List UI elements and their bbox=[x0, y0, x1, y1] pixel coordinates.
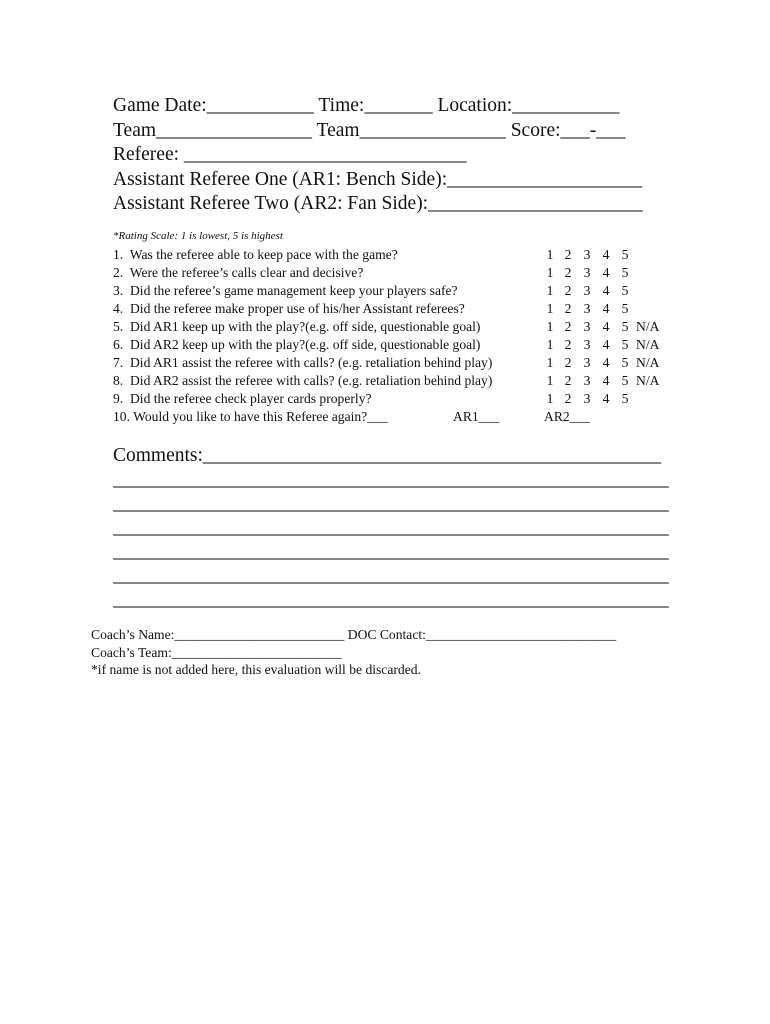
rating-option-2[interactable]: 2 bbox=[564, 301, 572, 316]
rating-option-3[interactable]: 3 bbox=[583, 373, 591, 388]
rating-option-4[interactable]: 4 bbox=[602, 319, 610, 334]
comment-line[interactable]: _________________________________________________________ bbox=[113, 589, 669, 610]
rating-option-4[interactable]: 4 bbox=[602, 355, 610, 370]
teams-score-line[interactable]: Team________________ Team_______________ Score:___-___ bbox=[113, 119, 626, 141]
ar2-again-field[interactable]: AR2___ bbox=[544, 409, 591, 424]
comment-line[interactable]: _________________________________________________________ bbox=[113, 517, 669, 538]
rating-option-2[interactable]: 2 bbox=[564, 319, 572, 334]
game-info-header bbox=[113, 94, 713, 217]
rating-option-5[interactable]: 5 bbox=[621, 301, 629, 316]
rating-option-na[interactable]: N/A bbox=[636, 373, 660, 388]
question-text: 8. Did AR2 assist the referee with calls? (e.g. retaliation behind play) bbox=[113, 373, 493, 388]
coach-name-doc-contact-line[interactable]: Coach’s Name:_________________________ DOC Contact:____________________________ bbox=[91, 627, 617, 642]
rating-option-1[interactable]: 1 bbox=[546, 319, 554, 334]
rating-option-5[interactable]: 5 bbox=[621, 355, 629, 370]
question-text: 6. Did AR2 keep up with the play?(e.g. off side, questionable goal) bbox=[113, 337, 481, 352]
question-text[interactable]: 10. Would you like to have this Referee again?___ bbox=[113, 409, 388, 424]
question-row bbox=[113, 282, 713, 300]
question-row bbox=[113, 318, 713, 336]
assistant-referee-one-line[interactable]: Assistant Referee One (AR1: Bench Side):____________________ bbox=[113, 168, 643, 190]
ar1-again-field[interactable]: AR1___ bbox=[453, 409, 500, 424]
question-text: 5. Did AR1 keep up with the play?(e.g. off side, questionable goal) bbox=[113, 319, 481, 334]
rating-option-1[interactable]: 1 bbox=[546, 373, 554, 388]
question-row bbox=[113, 354, 713, 372]
rating-option-4[interactable]: 4 bbox=[602, 373, 610, 388]
question-row bbox=[113, 246, 713, 264]
rating-option-2[interactable]: 2 bbox=[564, 283, 572, 298]
rating-option-na[interactable]: N/A bbox=[636, 319, 660, 334]
rating-option-4[interactable]: 4 bbox=[602, 337, 610, 352]
rating-option-5[interactable]: 5 bbox=[621, 283, 629, 298]
question-text: 1. Was the referee able to keep pace with the game? bbox=[113, 247, 398, 262]
question-text: 3. Did the referee’s game management keep your players safe? bbox=[113, 283, 458, 298]
rating-option-4[interactable]: 4 bbox=[602, 391, 610, 406]
rating-option-na[interactable]: N/A bbox=[636, 355, 660, 370]
rating-option-3[interactable]: 3 bbox=[583, 247, 591, 262]
rating-option-5[interactable]: 5 bbox=[621, 373, 629, 388]
question-text: 7. Did AR1 assist the referee with calls? (e.g. retaliation behind play) bbox=[113, 355, 493, 370]
rating-option-2[interactable]: 2 bbox=[564, 373, 572, 388]
question-row bbox=[113, 264, 713, 282]
coach-info-footer bbox=[91, 626, 711, 679]
rating-option-5[interactable]: 5 bbox=[621, 319, 629, 334]
comment-line[interactable]: _________________________________________________________ bbox=[113, 469, 669, 490]
comments-section bbox=[113, 444, 693, 612]
rating-option-1[interactable]: 1 bbox=[546, 337, 554, 352]
rating-option-1[interactable]: 1 bbox=[546, 355, 554, 370]
rating-option-4[interactable]: 4 bbox=[602, 283, 610, 298]
question-row bbox=[113, 336, 713, 354]
rating-option-3[interactable]: 3 bbox=[583, 283, 591, 298]
question-row bbox=[113, 300, 713, 318]
rating-option-1[interactable]: 1 bbox=[546, 265, 554, 280]
rating-option-na[interactable]: N/A bbox=[636, 337, 660, 352]
rating-option-5[interactable]: 5 bbox=[621, 391, 629, 406]
rating-option-5[interactable]: 5 bbox=[621, 337, 629, 352]
comment-line[interactable]: _________________________________________________________ bbox=[113, 493, 669, 514]
comment-line[interactable]: _________________________________________________________ bbox=[113, 541, 669, 562]
rating-scale-note: *Rating Scale: 1 is lowest, 5 is highest bbox=[113, 230, 283, 242]
rating-option-1[interactable]: 1 bbox=[546, 301, 554, 316]
game-date-time-location-line[interactable]: Game Date:___________ Time:_______ Location:___________ bbox=[113, 95, 620, 116]
rating-option-2[interactable]: 2 bbox=[564, 265, 572, 280]
rating-option-5[interactable]: 5 bbox=[621, 265, 629, 280]
coach-team-line[interactable]: Coach’s Team:_________________________ bbox=[91, 644, 342, 660]
assistant-referee-two-line[interactable]: Assistant Referee Two (AR2: Fan Side):______________________ bbox=[113, 193, 643, 214]
rating-option-3[interactable]: 3 bbox=[583, 301, 591, 316]
rating-option-3[interactable]: 3 bbox=[583, 355, 591, 370]
comments-title-line[interactable]: Comments:_______________________________________________ bbox=[113, 445, 662, 466]
rating-option-4[interactable]: 4 bbox=[602, 301, 610, 316]
rating-option-2[interactable]: 2 bbox=[564, 355, 572, 370]
question-row-10 bbox=[113, 408, 713, 426]
rating-option-4[interactable]: 4 bbox=[602, 265, 610, 280]
question-row bbox=[113, 372, 713, 390]
rating-option-4[interactable]: 4 bbox=[602, 247, 610, 262]
discard-note: *if name is not added here, this evaluation will be discarded. bbox=[91, 662, 421, 677]
questions-list bbox=[113, 246, 713, 426]
rating-option-1[interactable]: 1 bbox=[546, 247, 554, 262]
rating-option-3[interactable]: 3 bbox=[583, 337, 591, 352]
question-text: 9. Did the referee check player cards properly? bbox=[113, 391, 372, 406]
rating-option-1[interactable]: 1 bbox=[546, 391, 554, 406]
rating-option-3[interactable]: 3 bbox=[583, 319, 591, 334]
referee-line[interactable]: Referee: _____________________________ bbox=[113, 144, 467, 165]
rating-option-2[interactable]: 2 bbox=[564, 247, 572, 262]
question-text: 2. Were the referee’s calls clear and decisive? bbox=[113, 265, 364, 280]
rating-option-2[interactable]: 2 bbox=[564, 337, 572, 352]
rating-option-3[interactable]: 3 bbox=[583, 391, 591, 406]
question-text: 4. Did the referee make proper use of his/her Assistant referees? bbox=[113, 301, 465, 316]
rating-option-2[interactable]: 2 bbox=[564, 391, 572, 406]
comment-line[interactable]: _________________________________________________________ bbox=[113, 565, 669, 586]
rating-option-3[interactable]: 3 bbox=[583, 265, 591, 280]
rating-option-5[interactable]: 5 bbox=[621, 247, 629, 262]
rating-option-1[interactable]: 1 bbox=[546, 283, 554, 298]
question-row bbox=[113, 390, 713, 408]
